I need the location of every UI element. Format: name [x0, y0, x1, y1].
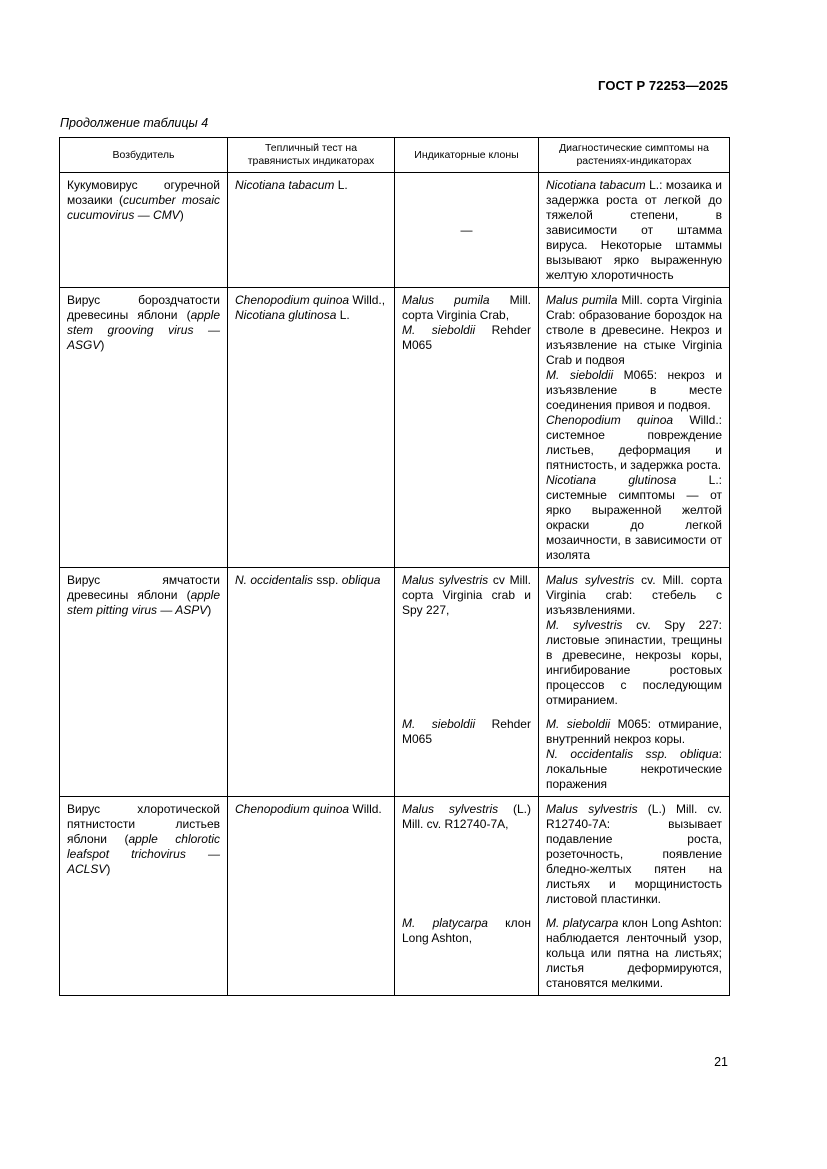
table-row	[60, 797, 730, 912]
column-header: Тепличный тест на травянистых индикаторах	[228, 138, 395, 173]
table-row	[60, 288, 730, 568]
table-caption: Продолжение таблицы 4	[60, 116, 209, 130]
symptoms-table	[59, 137, 730, 996]
symptoms-cell: Malus pumila Mill. сорта Virginia Crab: образование бороздок на стволе в древесине. Некроз и изъязвление на стыке Virginia Crab и подвоя M. sieboldii M065: некроз и изъязвление в месте соединения привоя и подвоя. Chenopodium quinoa Willd.: системное повреждение листьев, деформация и пятнистость, и задержка роста. Nicotiana glutinosa L.: системные симптомы — от ярко выраженной желтой окраски до легкой мозаичности, в зависимости от изолята	[539, 288, 730, 568]
column-header: Возбудитель	[60, 138, 228, 173]
pathogen-cell: Кукумовирус огуречной мозаики (cucumber mosaic cucumovirus — CMV)	[60, 173, 228, 288]
symptoms-cell: Malus sylvestris (L.) Mill. cv. R12740-7A: вызывает подавление роста, розеточность, появление бледно-желтых пятен на листьях и морщинистость листовой пластинки.	[539, 797, 730, 912]
pathogen-cell: Вирус бороздчатости древесины яблони (apple stem grooving virus — ASGV)	[60, 288, 228, 568]
table-row	[60, 173, 730, 288]
greenhouse-cell: Chenopodium quinoa Willd.	[228, 797, 395, 996]
greenhouse-cell: N. occidentalis ssp. obliqua	[228, 568, 395, 797]
document-code: ГОСТ Р 72253—2025	[598, 78, 728, 93]
symptoms-cell: M. platycarpa клон Long Ashton: наблюдается ленточный узор, кольца или пятна на листьях; листья деформируются, становятся мелкими.	[539, 911, 730, 996]
page-number: 21	[714, 1055, 728, 1069]
table-header-row	[60, 138, 730, 173]
clones-cell: M. platycarpa клон Long Ashton,	[395, 911, 539, 996]
clones-cell: Malus sylvestris (L.) Mill. cv. R12740-7A,	[395, 797, 539, 912]
table-row	[60, 568, 730, 713]
clones-cell: Malus sylvestris cv Mill. сорта Virginia crab и Spy 227,	[395, 568, 539, 713]
symptoms-cell: M. sieboldii M065: отмирание, внутренний некроз коры. N. occidentalis ssp. obliqua: локальные некротические поражения	[539, 712, 730, 797]
clones-cell: M. sieboldii Rehder M065	[395, 712, 539, 797]
greenhouse-cell: Chenopodium quinoa Willd., Nicotiana glutinosa L.	[228, 288, 395, 568]
symptoms-cell: Malus sylvestris cv. Mill. сорта Virginia crab: стебель с изъязвлениями. M. sylvestris cv. Spy 227: листовые эпинастии, трещины в древесине, некрозы коры, ингибирование ростовых процессов с последующим отмиранием.	[539, 568, 730, 713]
symptoms-cell: Nicotiana tabacum L.: мозаика и задержка роста от легкой до тяжелой степени, в зависимости от штамма вируса. Некоторые штаммы вызывают ярко выраженную желтую хлоротичность	[539, 173, 730, 288]
greenhouse-cell: Nicotiana tabacum L.	[228, 173, 395, 288]
column-header: Диагностические симптомы на растениях-индикаторах	[539, 138, 730, 173]
clones-cell: Malus pumila Mill. сорта Virginia Crab, M. sieboldii Rehder M065	[395, 288, 539, 568]
pathogen-cell: Вирус хлоротической пятнистости листьев яблони (apple chlorotic leafspot trichovirus — ACLSV)	[60, 797, 228, 996]
clones-cell: —	[395, 173, 539, 288]
pathogen-cell: Вирус ямчатости древесины яблони (apple stem pitting virus — ASPV)	[60, 568, 228, 797]
column-header: Индикаторные клоны	[395, 138, 539, 173]
